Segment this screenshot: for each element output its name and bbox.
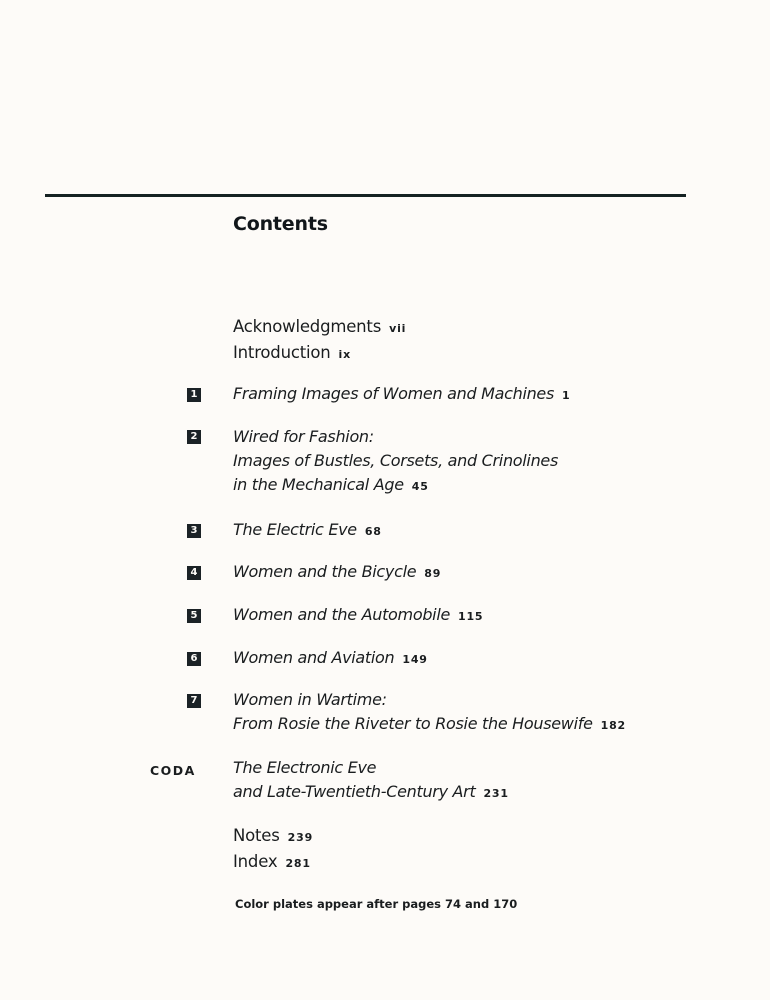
page-number: 239 xyxy=(287,831,314,844)
entry-text xyxy=(233,688,626,738)
page-number: 68 xyxy=(364,525,382,538)
entry-text xyxy=(233,315,406,367)
entry-title: Index xyxy=(233,852,278,871)
page-number: 89 xyxy=(424,567,442,580)
chapter-number-badge: 2 xyxy=(187,430,201,444)
entry-text xyxy=(233,382,570,408)
entry-title: Framing Images of Women and Machines xyxy=(233,384,555,403)
entry-text xyxy=(233,646,428,672)
entry-title-line: Women in Wartime: xyxy=(233,690,387,709)
entry-title-line: in the Mechanical Age xyxy=(233,475,404,494)
entry-title: Notes xyxy=(233,826,280,845)
entry-title-line: and Late-Twentieth-Century Art xyxy=(233,782,476,801)
entry-text xyxy=(233,756,509,806)
entry-text xyxy=(233,518,382,544)
page-number: 45 xyxy=(411,480,429,493)
chapter-number-badge: 6 xyxy=(187,652,201,666)
page-number: vii xyxy=(389,322,407,335)
entry-title: Women and Aviation xyxy=(233,648,395,667)
entry-title: Women and the Automobile xyxy=(233,605,451,624)
page-number: ix xyxy=(338,348,351,361)
page-title: Contents xyxy=(233,213,328,235)
entry-text xyxy=(233,824,313,876)
entry-title: Introduction xyxy=(233,343,331,362)
page-number: 231 xyxy=(483,787,509,800)
chapter-number-badge: 4 xyxy=(187,566,201,580)
page-number: 115 xyxy=(458,610,484,623)
entry-title: The Electric Eve xyxy=(233,520,357,539)
color-plates-note: Color plates appear after pages 74 and 170 xyxy=(235,897,518,911)
entry-title-line: Images of Bustles, Corsets, and Crinolines xyxy=(233,451,558,470)
chapter-number-badge: 7 xyxy=(187,694,201,708)
page-number: 182 xyxy=(600,719,626,732)
page-number: 1 xyxy=(562,389,571,402)
top-rule xyxy=(45,194,686,197)
entry-title: Women and the Bicycle xyxy=(233,562,417,581)
coda-label: CODA xyxy=(150,763,196,778)
entry-title-line: The Electronic Eve xyxy=(233,758,377,777)
entry-title-line: Wired for Fashion: xyxy=(233,427,374,446)
chapter-number-badge: 5 xyxy=(187,609,201,623)
entry-text xyxy=(233,425,558,499)
entry-title: Acknowledgments xyxy=(233,317,382,336)
entry-title-line: From Rosie the Riveter to Rosie the Housewife xyxy=(233,714,593,733)
page-number: 149 xyxy=(402,653,428,666)
chapter-number-badge: 1 xyxy=(187,388,201,402)
entry-text xyxy=(233,603,483,629)
entry-text xyxy=(233,560,441,586)
page-number: 281 xyxy=(285,857,311,870)
chapter-number-badge: 3 xyxy=(187,524,201,538)
